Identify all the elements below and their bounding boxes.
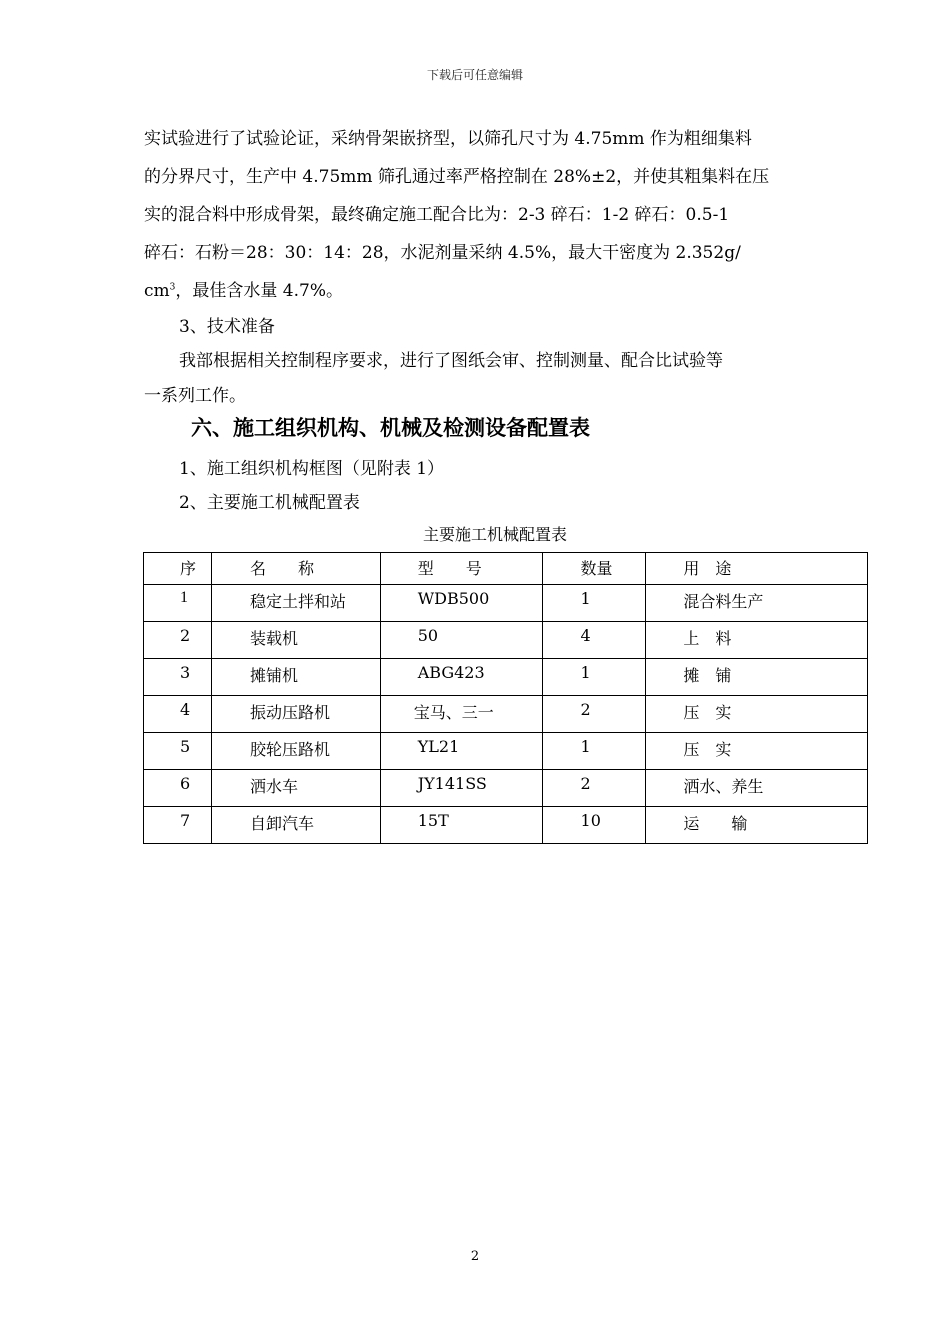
- header-cell-model: 型 号: [380, 553, 542, 585]
- cell-purpose: 混合料生产: [646, 585, 868, 622]
- table-row: [144, 622, 868, 659]
- cell-quantity: 1: [542, 733, 646, 770]
- cell-quantity: 2: [542, 696, 646, 733]
- cell-purpose: 压 实: [646, 696, 868, 733]
- cell-quantity: 4: [542, 622, 646, 659]
- table-row: [144, 733, 868, 770]
- header-cell-name: 名 称: [211, 553, 380, 585]
- section-heading: 六、施工组织机构、机械及检测设备配置表: [191, 415, 590, 440]
- cell-index: 3: [144, 659, 212, 696]
- body-line-4: 碎石：石粉＝28：30：14：28，水泥剂量采纳 4.5%，最大干密度为 2.352g/: [144, 243, 741, 263]
- cell-model: JY141SS: [380, 770, 542, 807]
- equipment-table: [143, 552, 868, 844]
- unit-cm: cm: [144, 281, 170, 301]
- header-cell-purpose: 用 途: [646, 553, 868, 585]
- cell-name: 振动压路机: [211, 696, 380, 733]
- table-header-row: [144, 553, 868, 585]
- moisture-text: ，最佳含水量 4.7%。: [175, 281, 343, 301]
- cell-purpose: 运 输: [646, 807, 868, 844]
- cell-quantity: 1: [542, 585, 646, 622]
- page-header: 下载后可任意编辑: [426, 68, 523, 82]
- body-line-2: 的分界尺寸，生产中 4.75mm 筛孔通过率严格控制在 28%±2，并使其粗集料在压: [144, 167, 770, 187]
- cell-name: 自卸汽车: [211, 807, 380, 844]
- cell-index: 4: [144, 696, 212, 733]
- cell-purpose: 洒水、养生: [646, 770, 868, 807]
- cell-model: ABG423: [380, 659, 542, 696]
- cell-index: 2: [144, 622, 212, 659]
- item-equipment-table: 2、主要施工机械配置表: [179, 493, 360, 513]
- cell-name: 摊铺机: [211, 659, 380, 696]
- table-title: 主要施工机械配置表: [422, 525, 567, 544]
- cell-model: YL21: [380, 733, 542, 770]
- table-row: [144, 696, 868, 733]
- cell-model: 15T: [380, 807, 542, 844]
- cell-name: 装载机: [211, 622, 380, 659]
- cell-purpose: 上 料: [646, 622, 868, 659]
- para2-line-1: 我部根据相关控制程序要求，进行了图纸会审、控制测量、配合比试验等: [179, 351, 723, 371]
- cell-quantity: 2: [542, 770, 646, 807]
- table-row: [144, 807, 868, 844]
- cell-index: 1: [144, 585, 212, 622]
- body-line-1: 实试验进行了试验论证，采纳骨架嵌挤型，以筛孔尺寸为 4.75mm 作为粗细集料: [144, 129, 752, 149]
- body-line-3: 实的混合料中形成骨架，最终确定施工配合比为：2-3 碎石：1-2 碎石：0.5-1: [144, 205, 730, 225]
- cell-name: 稳定土拌和站: [211, 585, 380, 622]
- cell-model: 50: [380, 622, 542, 659]
- page-number: 2: [470, 1249, 480, 1264]
- cell-purpose: 摊 铺: [646, 659, 868, 696]
- table-row: [144, 659, 868, 696]
- unit-superscript: 3: [169, 282, 176, 293]
- cell-model: WDB500: [380, 585, 542, 622]
- item-technical-prep: 3、技术准备: [179, 317, 275, 337]
- body-line-5: [144, 276, 343, 301]
- cell-quantity: 10: [542, 807, 646, 844]
- cell-name: 洒水车: [211, 770, 380, 807]
- para2-line-2: 一系列工作。: [144, 386, 246, 406]
- item-org-chart: 1、施工组织机构框图（见附表 1）: [179, 459, 445, 479]
- cell-index: 6: [144, 770, 212, 807]
- cell-index: 7: [144, 807, 212, 844]
- header-cell-quantity: 数量: [542, 553, 646, 585]
- header-cell-index: 序: [144, 553, 212, 585]
- cell-model: 宝马、三一: [380, 696, 542, 733]
- cell-quantity: 1: [542, 659, 646, 696]
- table-row: [144, 585, 868, 622]
- cell-index: 5: [144, 733, 212, 770]
- cell-purpose: 压 实: [646, 733, 868, 770]
- cell-name: 胶轮压路机: [211, 733, 380, 770]
- table-row: [144, 770, 868, 807]
